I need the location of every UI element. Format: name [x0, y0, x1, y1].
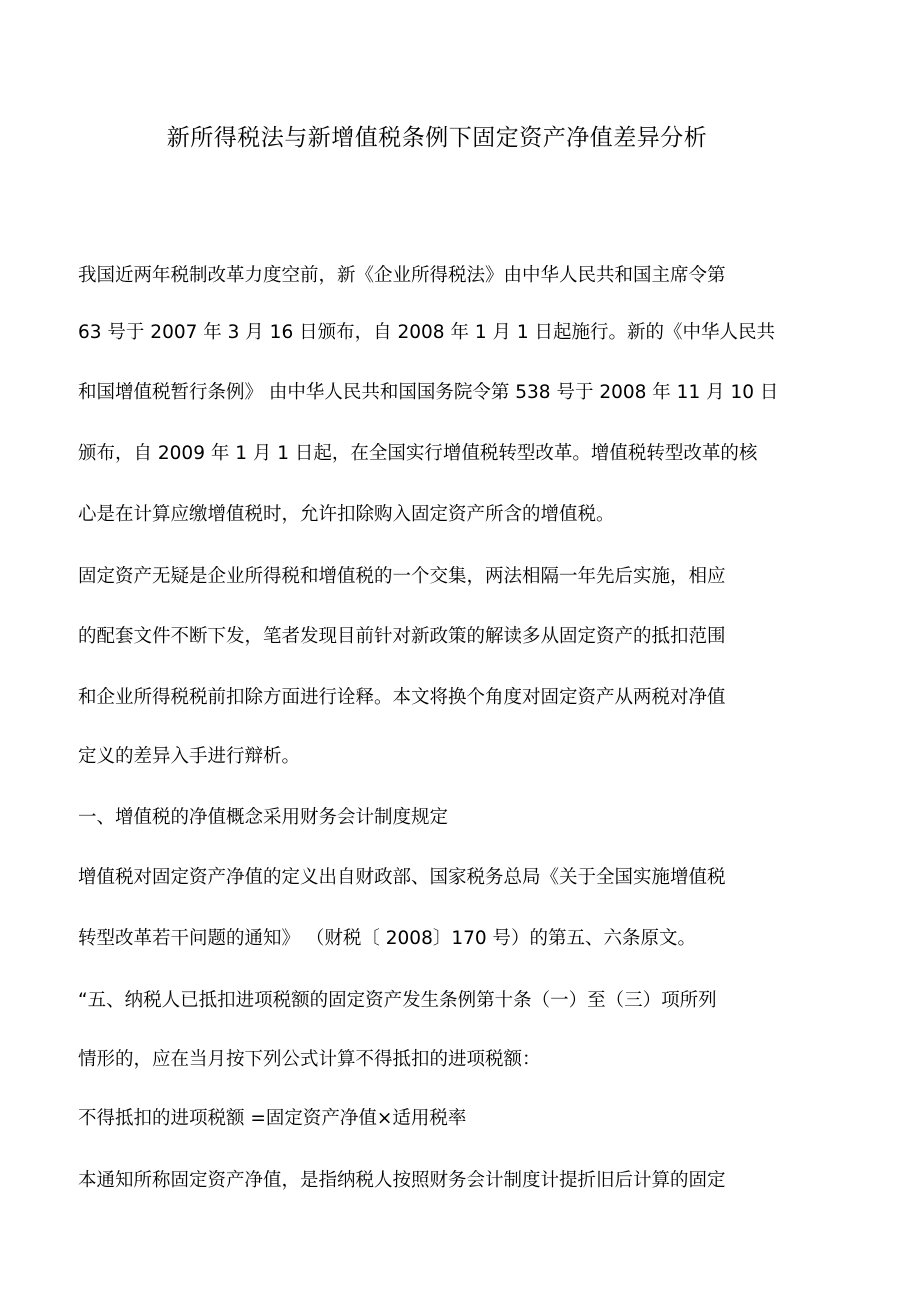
paragraph-line: 增值税对固定资产净值的定义出自财政部、国家税务总局《关于全国实施增值税 [78, 867, 726, 888]
section-heading: 一、增值税的净值概念采用财务会计制度规定 [78, 807, 449, 828]
paragraph-line: 我国近两年税制改革力度空前，新《企业所得税法》由中华人民共和国主席令第 [78, 265, 726, 286]
paragraph-line: 心是在计算应缴增值税时，允许扣除购入固定资产所含的增值税。 [78, 504, 615, 525]
paragraph-line: “五、纳税人已抵扣进项税额的固定资产发生条例第十条（一）至（三）项所列 [78, 990, 717, 1011]
paragraph-line: 定义的差异入手进行辩析。 [78, 746, 301, 767]
paragraph-line: 颁布，自 2009 年 1 月 1 日起，在全国实行增值税转型改革。增值税转型改革的核 [78, 443, 758, 464]
formula-line: 不得抵扣的进项税额 =固定资产净值×适用税率 [78, 1108, 467, 1129]
paragraph-line: 情形的，应在当月按下列公式计算不得抵扣的进项税额： [78, 1049, 541, 1070]
paragraph-line: 本通知所称固定资产净值，是指纳税人按照财务会计制度计提折旧后计算的固定 [78, 1170, 726, 1191]
paragraph-line: 和国增值税暂行条例》 由中华人民共和国国务院令第 538 号于 2008 年 11 月 10 日 [78, 382, 779, 403]
paragraph-line: 和企业所得税税前扣除方面进行诠释。本文将换个角度对固定资产从两税对净值 [78, 687, 726, 708]
paragraph-line: 转型改革若干问题的通知》 （财税〔 2008〕170 号）的第五、六条原文。 [78, 928, 697, 949]
paragraph-line: 的配套文件不断下发，笔者发现目前针对新政策的解读多从固定资产的抵扣范围 [78, 626, 726, 647]
paragraph-line: 固定资产无疑是企业所得税和增值税的一个交集，两法相隔一年先后实施，相应 [78, 566, 726, 587]
paragraph-line: 63 号于 2007 年 3 月 16 日颁布，自 2008 年 1 月 1 日起施行。新的《中华人民共 [78, 322, 776, 343]
document-title: 新所得税法与新增值税条例下固定资产净值差异分析 [166, 125, 708, 151]
